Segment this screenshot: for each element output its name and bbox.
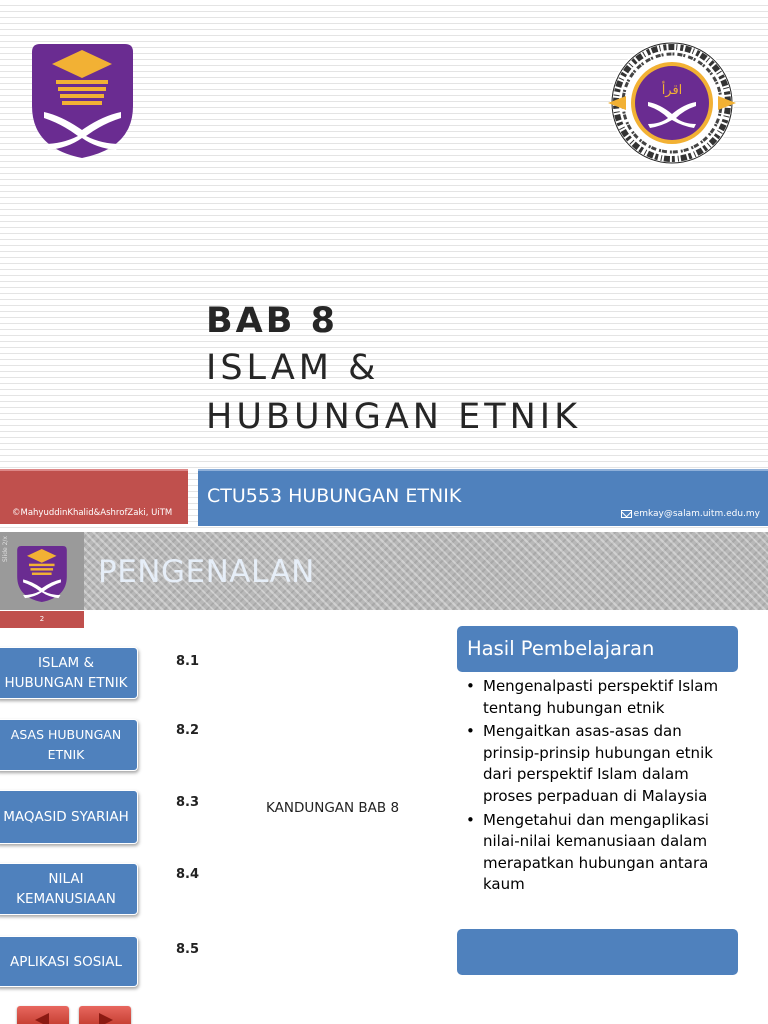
email-contact xyxy=(621,509,760,519)
prev-arrow-icon xyxy=(35,1013,49,1024)
nav-label: ETNIK xyxy=(47,747,85,762)
section-title: PENGENALAN xyxy=(98,554,315,590)
course-title: CTU553 HUBUNGAN ETNIK xyxy=(207,485,462,507)
nav-label: HUBUNGAN ETNIK xyxy=(4,675,128,691)
bullet: • xyxy=(466,810,475,829)
nav-button-nilai-kemanusiaan[interactable] xyxy=(0,863,138,915)
next-arrow-icon xyxy=(99,1013,113,1024)
nav-button-maqasid-syariah[interactable] xyxy=(0,790,138,844)
nav-button-aplikasi-sosial[interactable] xyxy=(0,936,138,987)
section-number: 8.5 xyxy=(176,942,200,957)
uitm-seal-logo xyxy=(604,38,740,168)
email-text: emkay@salam.uitm.edu.my xyxy=(633,509,760,519)
logo-box xyxy=(0,532,84,610)
copyright-text: ©MahyuddinKhalid&AshrofZaki, UiTM xyxy=(12,508,173,518)
slide-pengenalan xyxy=(0,532,768,1024)
page-number: 2 xyxy=(0,611,84,628)
nav-label: NILAI xyxy=(48,871,84,887)
svg-text:اقرأ: اقرأ xyxy=(661,83,683,98)
nav-button-islam-hubungan-etnik[interactable] xyxy=(0,647,138,699)
learning-outcomes-header: Hasil Pembelajaran xyxy=(457,626,738,672)
next-slide-button[interactable] xyxy=(79,1006,131,1024)
bullet: • xyxy=(466,722,475,741)
nav-label: MAQASID SYARIAH xyxy=(3,809,129,825)
section-number: 8.1 xyxy=(176,654,200,669)
chapter-title: BAB 8 xyxy=(206,301,338,341)
contents-label: KANDUNGAN BAB 8 xyxy=(266,800,400,816)
nav-button-asas-hubungan-etnik[interactable] xyxy=(0,719,138,771)
prev-slide-button[interactable] xyxy=(17,1006,69,1024)
nav-label: ASAS HUBUNGAN xyxy=(10,727,122,742)
uitm-logo xyxy=(32,44,133,158)
uitm-logo xyxy=(16,546,68,602)
slide-side-label: Slide 2/x xyxy=(2,536,9,562)
envelope-icon xyxy=(621,510,632,518)
nav-label: ISLAM & xyxy=(37,655,95,671)
bullet: • xyxy=(466,677,475,695)
slide-header xyxy=(0,532,768,610)
list-item: • Mengenalpasti perspektif Islam tentang hubungan etnik xyxy=(466,677,719,717)
section-number: 8.2 xyxy=(176,723,200,738)
list-item: • Mengetahui dan mengaplikasi nilai-nilai kemanusiaan dalam merapatkan hubungan antara kaum xyxy=(466,810,709,894)
nav-label: APLIKASI SOSIAL xyxy=(9,953,123,970)
learning-outcomes-list xyxy=(466,676,736,898)
title-block xyxy=(206,298,581,442)
nav-label: KEMANUSIAAN xyxy=(16,891,116,907)
chapter-subtitle-line1: ISLAM & xyxy=(206,348,380,388)
list-item: • Mengaitkan asas-asas dan prinsip-prinsip hubungan etnik dari perspektif Islam dalam proses perpaduan di Malaysia xyxy=(466,722,713,805)
section-number: 8.4 xyxy=(176,867,200,882)
chapter-subtitle-line2: HUBUNGAN ETNIK xyxy=(206,397,582,437)
empty-blue-box xyxy=(457,929,738,975)
section-number: 8.3 xyxy=(176,795,200,810)
